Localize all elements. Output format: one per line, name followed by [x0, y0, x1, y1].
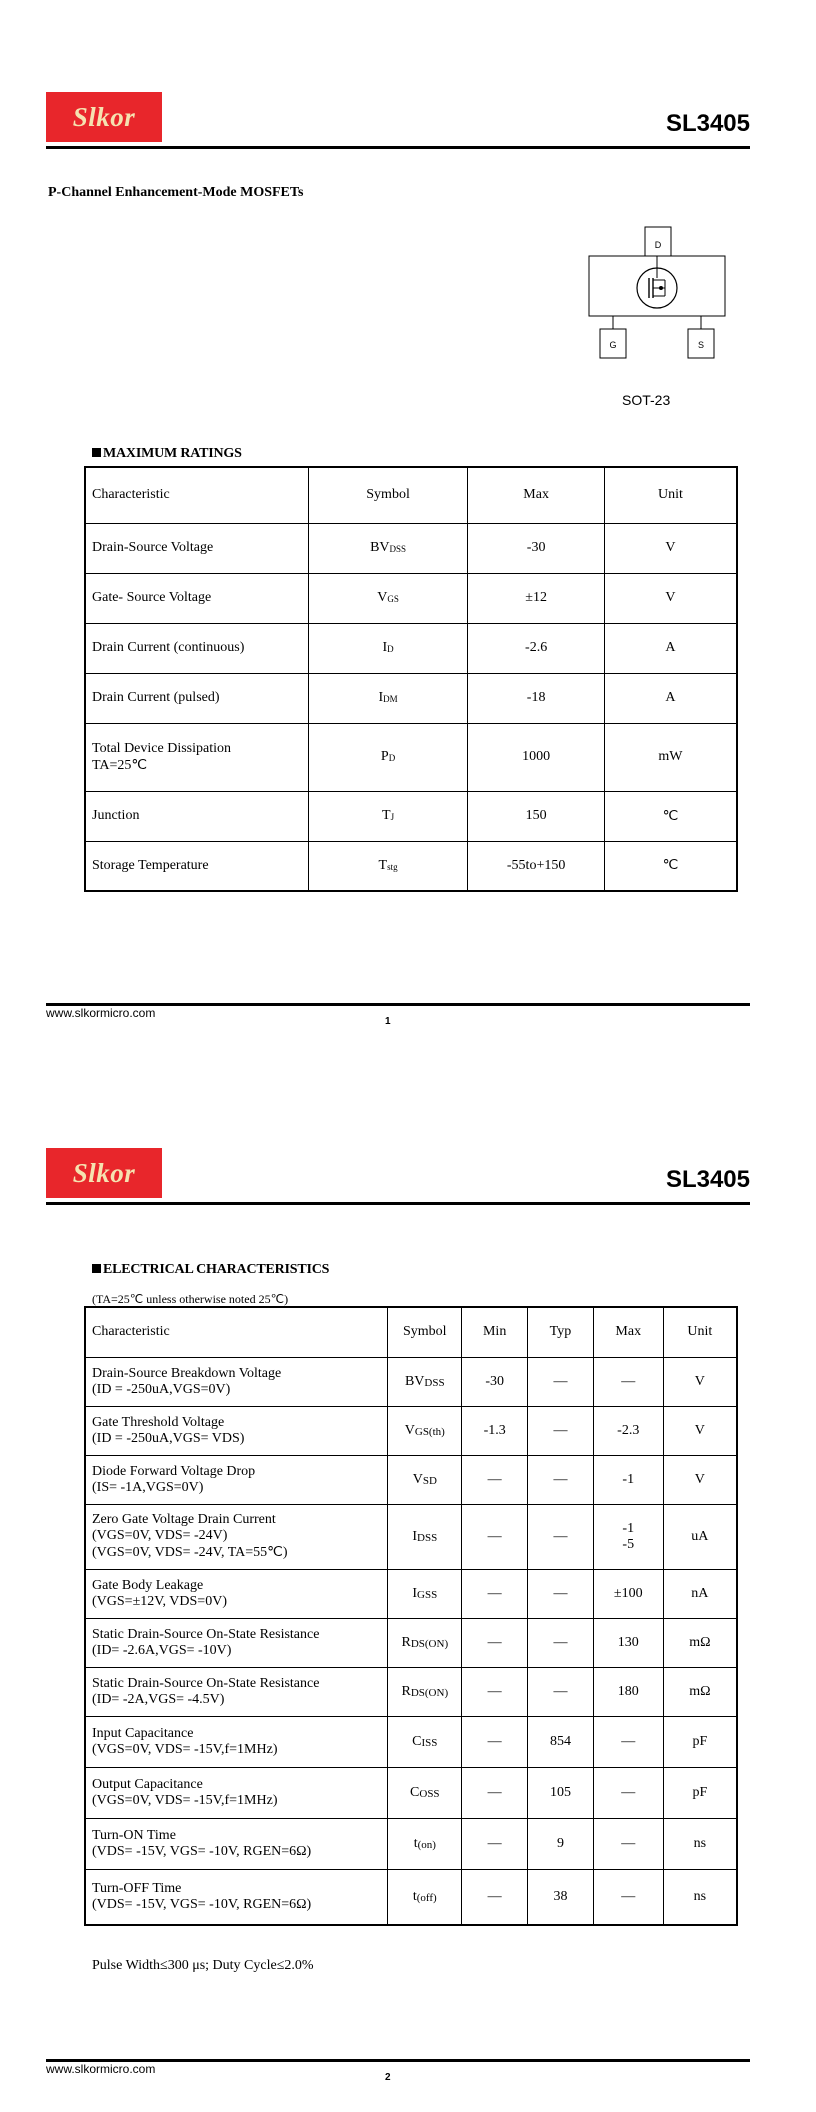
characteristic-cell	[85, 841, 308, 891]
symbol-main: P	[380, 749, 389, 764]
characteristic-cell	[85, 623, 308, 673]
table-row	[85, 523, 737, 573]
symbol-main: I	[378, 690, 384, 705]
min-cell: —	[462, 1869, 528, 1925]
symbol-cell	[388, 1618, 462, 1667]
characteristic-name: Drain Current (pulsed)	[92, 690, 220, 705]
unit-cell: ns	[663, 1818, 737, 1869]
min-cell: —	[462, 1818, 528, 1869]
table-row	[85, 791, 737, 841]
symbol-main: I	[412, 1585, 418, 1601]
max-ratings-table	[84, 466, 738, 892]
max-value: —	[621, 1733, 636, 1749]
table-row	[85, 1716, 737, 1767]
typ-cell: 38	[528, 1869, 594, 1925]
symbol-sub: ISS	[421, 1736, 438, 1749]
characteristic-cell	[85, 523, 308, 573]
header-cell: Symbol	[388, 1307, 462, 1357]
characteristic-name: Storage Temperature	[92, 857, 209, 873]
header-cell: Symbol	[308, 467, 467, 523]
characteristic-name: Drain Current (continuous)	[92, 640, 245, 655]
table-row	[85, 1869, 737, 1925]
min-cell: -1.3	[462, 1406, 528, 1455]
table-row	[85, 1455, 737, 1504]
max-value: -2.3	[617, 1422, 640, 1438]
symbol-main: V	[412, 1471, 423, 1487]
characteristic-name: Zero Gate Voltage Drain Current	[92, 1512, 276, 1527]
typ-cell: —	[528, 1406, 594, 1455]
unit-cell: V	[663, 1357, 737, 1406]
table-row	[85, 723, 737, 791]
min-cell: —	[462, 1569, 528, 1618]
typ-cell: 854	[528, 1716, 594, 1767]
max-cell	[593, 1767, 663, 1818]
characteristic-name: Drain-Source Breakdown Voltage	[92, 1365, 282, 1381]
symbol-main: I	[412, 1528, 418, 1544]
max-value: -5	[622, 1536, 635, 1552]
max-value: 180	[617, 1683, 639, 1699]
symbol-sub: stg	[387, 861, 398, 872]
symbol-main: V	[377, 590, 388, 605]
table-row	[85, 1357, 737, 1406]
symbol-cell	[388, 1504, 462, 1569]
typ-cell: 9	[528, 1818, 594, 1869]
typ-cell: —	[528, 1455, 594, 1504]
conditions-note: (TA=25℃ unless otherwise noted 25℃)	[92, 1292, 289, 1306]
characteristic-condition: (ID= -2A,VGS= -4.5V)	[92, 1691, 225, 1707]
characteristic-cell	[85, 1569, 388, 1618]
symbol-cell	[308, 841, 467, 891]
page-number: 1	[385, 1016, 391, 1027]
max-cell	[593, 1618, 663, 1667]
symbol-cell	[388, 1406, 462, 1455]
header-cell: Max	[593, 1307, 663, 1357]
sot23-package-diagram	[587, 226, 727, 362]
unit-cell: ℃	[604, 841, 737, 891]
header-cell: Typ	[528, 1307, 594, 1357]
unit-cell: V	[663, 1455, 737, 1504]
characteristic-name: Turn-OFF Time	[92, 1880, 182, 1896]
table-row	[85, 1569, 737, 1618]
typ-cell: 105	[528, 1767, 594, 1818]
characteristic-name: Turn-ON Time	[92, 1827, 176, 1843]
unit-cell: V	[604, 523, 737, 573]
characteristic-condition: (ID= -2.6A,VGS= -10V)	[92, 1642, 232, 1658]
characteristic-cell	[85, 1869, 388, 1925]
symbol-main: T	[378, 857, 388, 873]
symbol-sub: J	[390, 812, 395, 822]
symbol-sub: DS(ON)	[410, 1637, 449, 1650]
unit-cell: A	[604, 623, 737, 673]
package-label: SOT-23	[622, 392, 671, 408]
max-value: —	[621, 1784, 636, 1800]
symbol-main: t	[412, 1888, 417, 1904]
max-cell: -30	[468, 523, 605, 573]
symbol-main: R	[401, 1634, 411, 1650]
table-row	[85, 623, 737, 673]
characteristic-name: Static Drain-Source On-State Resistance	[92, 1626, 320, 1642]
max-value: —	[621, 1835, 636, 1851]
min-cell: —	[462, 1667, 528, 1716]
part-number: SL3405	[665, 1166, 750, 1193]
max-cell	[593, 1569, 663, 1618]
header-cell: Max	[468, 467, 605, 523]
characteristic-cell	[85, 1716, 388, 1767]
characteristic-condition: (ID = -250uA,VGS=0V)	[92, 1381, 231, 1397]
typ-cell: —	[528, 1357, 594, 1406]
unit-cell: mΩ	[663, 1667, 737, 1716]
symbol-main: C	[410, 1784, 420, 1800]
symbol-main: T	[382, 808, 391, 823]
characteristic-condition: (IS= -1A,VGS=0V)	[92, 1479, 204, 1495]
typ-cell: —	[528, 1504, 594, 1569]
typ-cell: —	[528, 1618, 594, 1667]
characteristic-name: Total Device Dissipation	[92, 740, 231, 756]
max-cell: ±12	[468, 573, 605, 623]
table-row	[85, 1818, 737, 1869]
page-number: 2	[385, 2072, 391, 2083]
table-header-row	[85, 467, 737, 523]
table-row	[85, 1618, 737, 1667]
characteristic-cell	[85, 1667, 388, 1716]
symbol-cell	[388, 1869, 462, 1925]
header-cell: Unit	[604, 467, 737, 523]
symbol-sub: D	[387, 644, 394, 654]
header-cell: Min	[462, 1307, 528, 1357]
unit-cell: V	[604, 573, 737, 623]
max-cell	[593, 1667, 663, 1716]
characteristic-condition: TA=25℃	[92, 757, 148, 773]
table-row	[85, 1504, 737, 1569]
table-row	[85, 573, 737, 623]
symbol-cell	[388, 1357, 462, 1406]
symbol-cell	[308, 723, 467, 791]
symbol-sub: GS(th)	[414, 1425, 445, 1438]
max-cell	[593, 1869, 663, 1925]
header-cell: Unit	[663, 1307, 737, 1357]
typ-cell: —	[528, 1569, 594, 1618]
table-header-row	[85, 1307, 737, 1357]
symbol-main: BV	[404, 1373, 425, 1389]
max-ratings-heading: MAXIMUM RATINGS	[92, 446, 242, 462]
characteristic-name: Static Drain-Source On-State Resistance	[92, 1675, 320, 1691]
pin-s-label: S	[697, 340, 705, 350]
symbol-cell	[388, 1767, 462, 1818]
min-cell: —	[462, 1767, 528, 1818]
characteristic-name: Drain-Source Voltage	[92, 540, 214, 555]
slkor-logo: Slkor	[46, 92, 162, 142]
pin-g-label: G	[609, 340, 617, 350]
max-value: -1	[622, 1471, 635, 1487]
min-cell: -30	[462, 1357, 528, 1406]
symbol-sub: DSS	[417, 1531, 438, 1544]
symbol-cell	[388, 1455, 462, 1504]
characteristic-condition: (VGS=0V, VDS= -24V)	[92, 1528, 228, 1543]
part-number: SL3405	[665, 110, 750, 137]
symbol-sub: DS(ON)	[410, 1686, 449, 1699]
symbol-cell	[388, 1569, 462, 1618]
characteristic-condition: (VDS= -15V, VGS= -10V, RGEN=6Ω)	[92, 1843, 312, 1859]
symbol-cell	[388, 1818, 462, 1869]
symbol-cell	[308, 523, 467, 573]
unit-cell: A	[604, 673, 737, 723]
min-cell: —	[462, 1716, 528, 1767]
unit-cell: pF	[663, 1767, 737, 1818]
max-cell	[593, 1455, 663, 1504]
symbol-sub: D	[388, 753, 396, 763]
symbol-sub: (on)	[417, 1838, 436, 1851]
header-cell: Characteristic	[85, 467, 308, 523]
max-cell	[593, 1504, 663, 1569]
symbol-main: t	[413, 1835, 418, 1851]
characteristic-cell	[85, 723, 308, 791]
header-rule	[46, 1202, 750, 1205]
max-value: -1	[622, 1520, 635, 1536]
symbol-sub: OSS	[419, 1787, 440, 1800]
max-cell: 1000	[468, 723, 605, 791]
symbol-sub: DM	[383, 694, 398, 704]
characteristic-name: Gate Body Leakage	[92, 1577, 204, 1593]
characteristic-name: Diode Forward Voltage Drop	[92, 1463, 256, 1479]
characteristic-condition: (VDS= -15V, VGS= -10V, RGEN=6Ω)	[92, 1896, 312, 1912]
unit-cell: mΩ	[663, 1618, 737, 1667]
unit-cell: ns	[663, 1869, 737, 1925]
max-cell: -18	[468, 673, 605, 723]
characteristic-cell	[85, 1357, 388, 1406]
unit-cell: nA	[663, 1569, 737, 1618]
characteristic-condition: (VGS=0V, VDS= -15V,f=1MHz)	[92, 1741, 278, 1757]
footer-url: www.slkormicro.com	[46, 2062, 156, 2076]
symbol-main: R	[401, 1683, 411, 1699]
characteristic-cell	[85, 1504, 388, 1569]
typ-cell: —	[528, 1667, 594, 1716]
symbol-cell	[308, 791, 467, 841]
table-row	[85, 1406, 737, 1455]
min-cell: —	[462, 1618, 528, 1667]
symbol-sub: DSS	[389, 544, 407, 554]
characteristic-cell	[85, 673, 308, 723]
symbol-sub: DSS	[424, 1376, 445, 1389]
max-value: —	[621, 1373, 636, 1389]
max-cell: 150	[468, 791, 605, 841]
table-row	[85, 1667, 737, 1716]
max-value: 130	[617, 1634, 639, 1650]
characteristic-cell	[85, 1406, 388, 1455]
header-rule	[46, 146, 750, 149]
max-cell	[593, 1716, 663, 1767]
characteristic-name: Input Capacitance	[92, 1725, 194, 1741]
characteristic-condition: (VGS=±12V, VDS=0V)	[92, 1593, 227, 1609]
characteristic-cell	[85, 573, 308, 623]
symbol-sub: SD	[422, 1474, 437, 1487]
footer-url: www.slkormicro.com	[46, 1006, 156, 1020]
max-cell	[593, 1406, 663, 1455]
symbol-main: BV	[370, 540, 390, 555]
square-bullet-icon	[92, 448, 101, 457]
min-cell: —	[462, 1455, 528, 1504]
max-value: ±100	[613, 1585, 643, 1601]
max-cell	[593, 1818, 663, 1869]
characteristic-name: Junction	[92, 808, 140, 823]
square-bullet-icon	[92, 1264, 101, 1273]
unit-cell: mW	[604, 723, 737, 791]
characteristic-name: Output Capacitance	[92, 1776, 203, 1792]
characteristic-name: Gate Threshold Voltage	[92, 1414, 225, 1430]
symbol-cell	[308, 623, 467, 673]
pin-d-label: D	[654, 240, 662, 250]
characteristic-cell	[85, 1767, 388, 1818]
slkor-logo: Slkor	[46, 1148, 162, 1198]
characteristic-cell	[85, 1455, 388, 1504]
unit-cell: uA	[663, 1504, 737, 1569]
pulse-note: Pulse Width≤300 μs; Duty Cycle≤2.0%	[92, 1958, 314, 1973]
symbol-cell	[388, 1716, 462, 1767]
characteristic-condition: (VGS=0V, VDS= -24V, TA=55℃)	[92, 1545, 288, 1560]
symbol-cell	[308, 573, 467, 623]
max-value: —	[621, 1888, 636, 1904]
symbol-cell	[388, 1667, 462, 1716]
table-row	[85, 1767, 737, 1818]
unit-cell: V	[663, 1406, 737, 1455]
characteristic-condition: (VGS=0V, VDS= -15V,f=1MHz)	[92, 1792, 278, 1808]
characteristic-name: Gate- Source Voltage	[92, 590, 212, 605]
max-cell: -55to+150	[468, 841, 605, 891]
symbol-cell	[308, 673, 467, 723]
header-cell: Characteristic	[85, 1307, 388, 1357]
table-row	[85, 673, 737, 723]
unit-cell: pF	[663, 1716, 737, 1767]
electrical-heading: ELECTRICAL CHARACTERISTICS	[92, 1262, 329, 1278]
characteristic-cell	[85, 1618, 388, 1667]
max-cell: -2.6	[468, 623, 605, 673]
characteristic-cell	[85, 1818, 388, 1869]
symbol-main: C	[412, 1733, 422, 1749]
symbol-sub: GS	[387, 594, 399, 604]
unit-cell: ℃	[604, 791, 737, 841]
symbol-sub: (off)	[416, 1891, 437, 1904]
table-row	[85, 841, 737, 891]
symbol-main: V	[404, 1422, 415, 1438]
max-cell	[593, 1357, 663, 1406]
electrical-characteristics-table	[84, 1306, 738, 1926]
characteristic-condition: (ID = -250uA,VGS= VDS)	[92, 1430, 245, 1446]
characteristic-cell	[85, 791, 308, 841]
symbol-sub: GSS	[417, 1588, 438, 1601]
min-cell: —	[462, 1504, 528, 1569]
symbol-main: I	[382, 640, 388, 655]
device-subtitle: P-Channel Enhancement-Mode MOSFETs	[48, 185, 304, 200]
